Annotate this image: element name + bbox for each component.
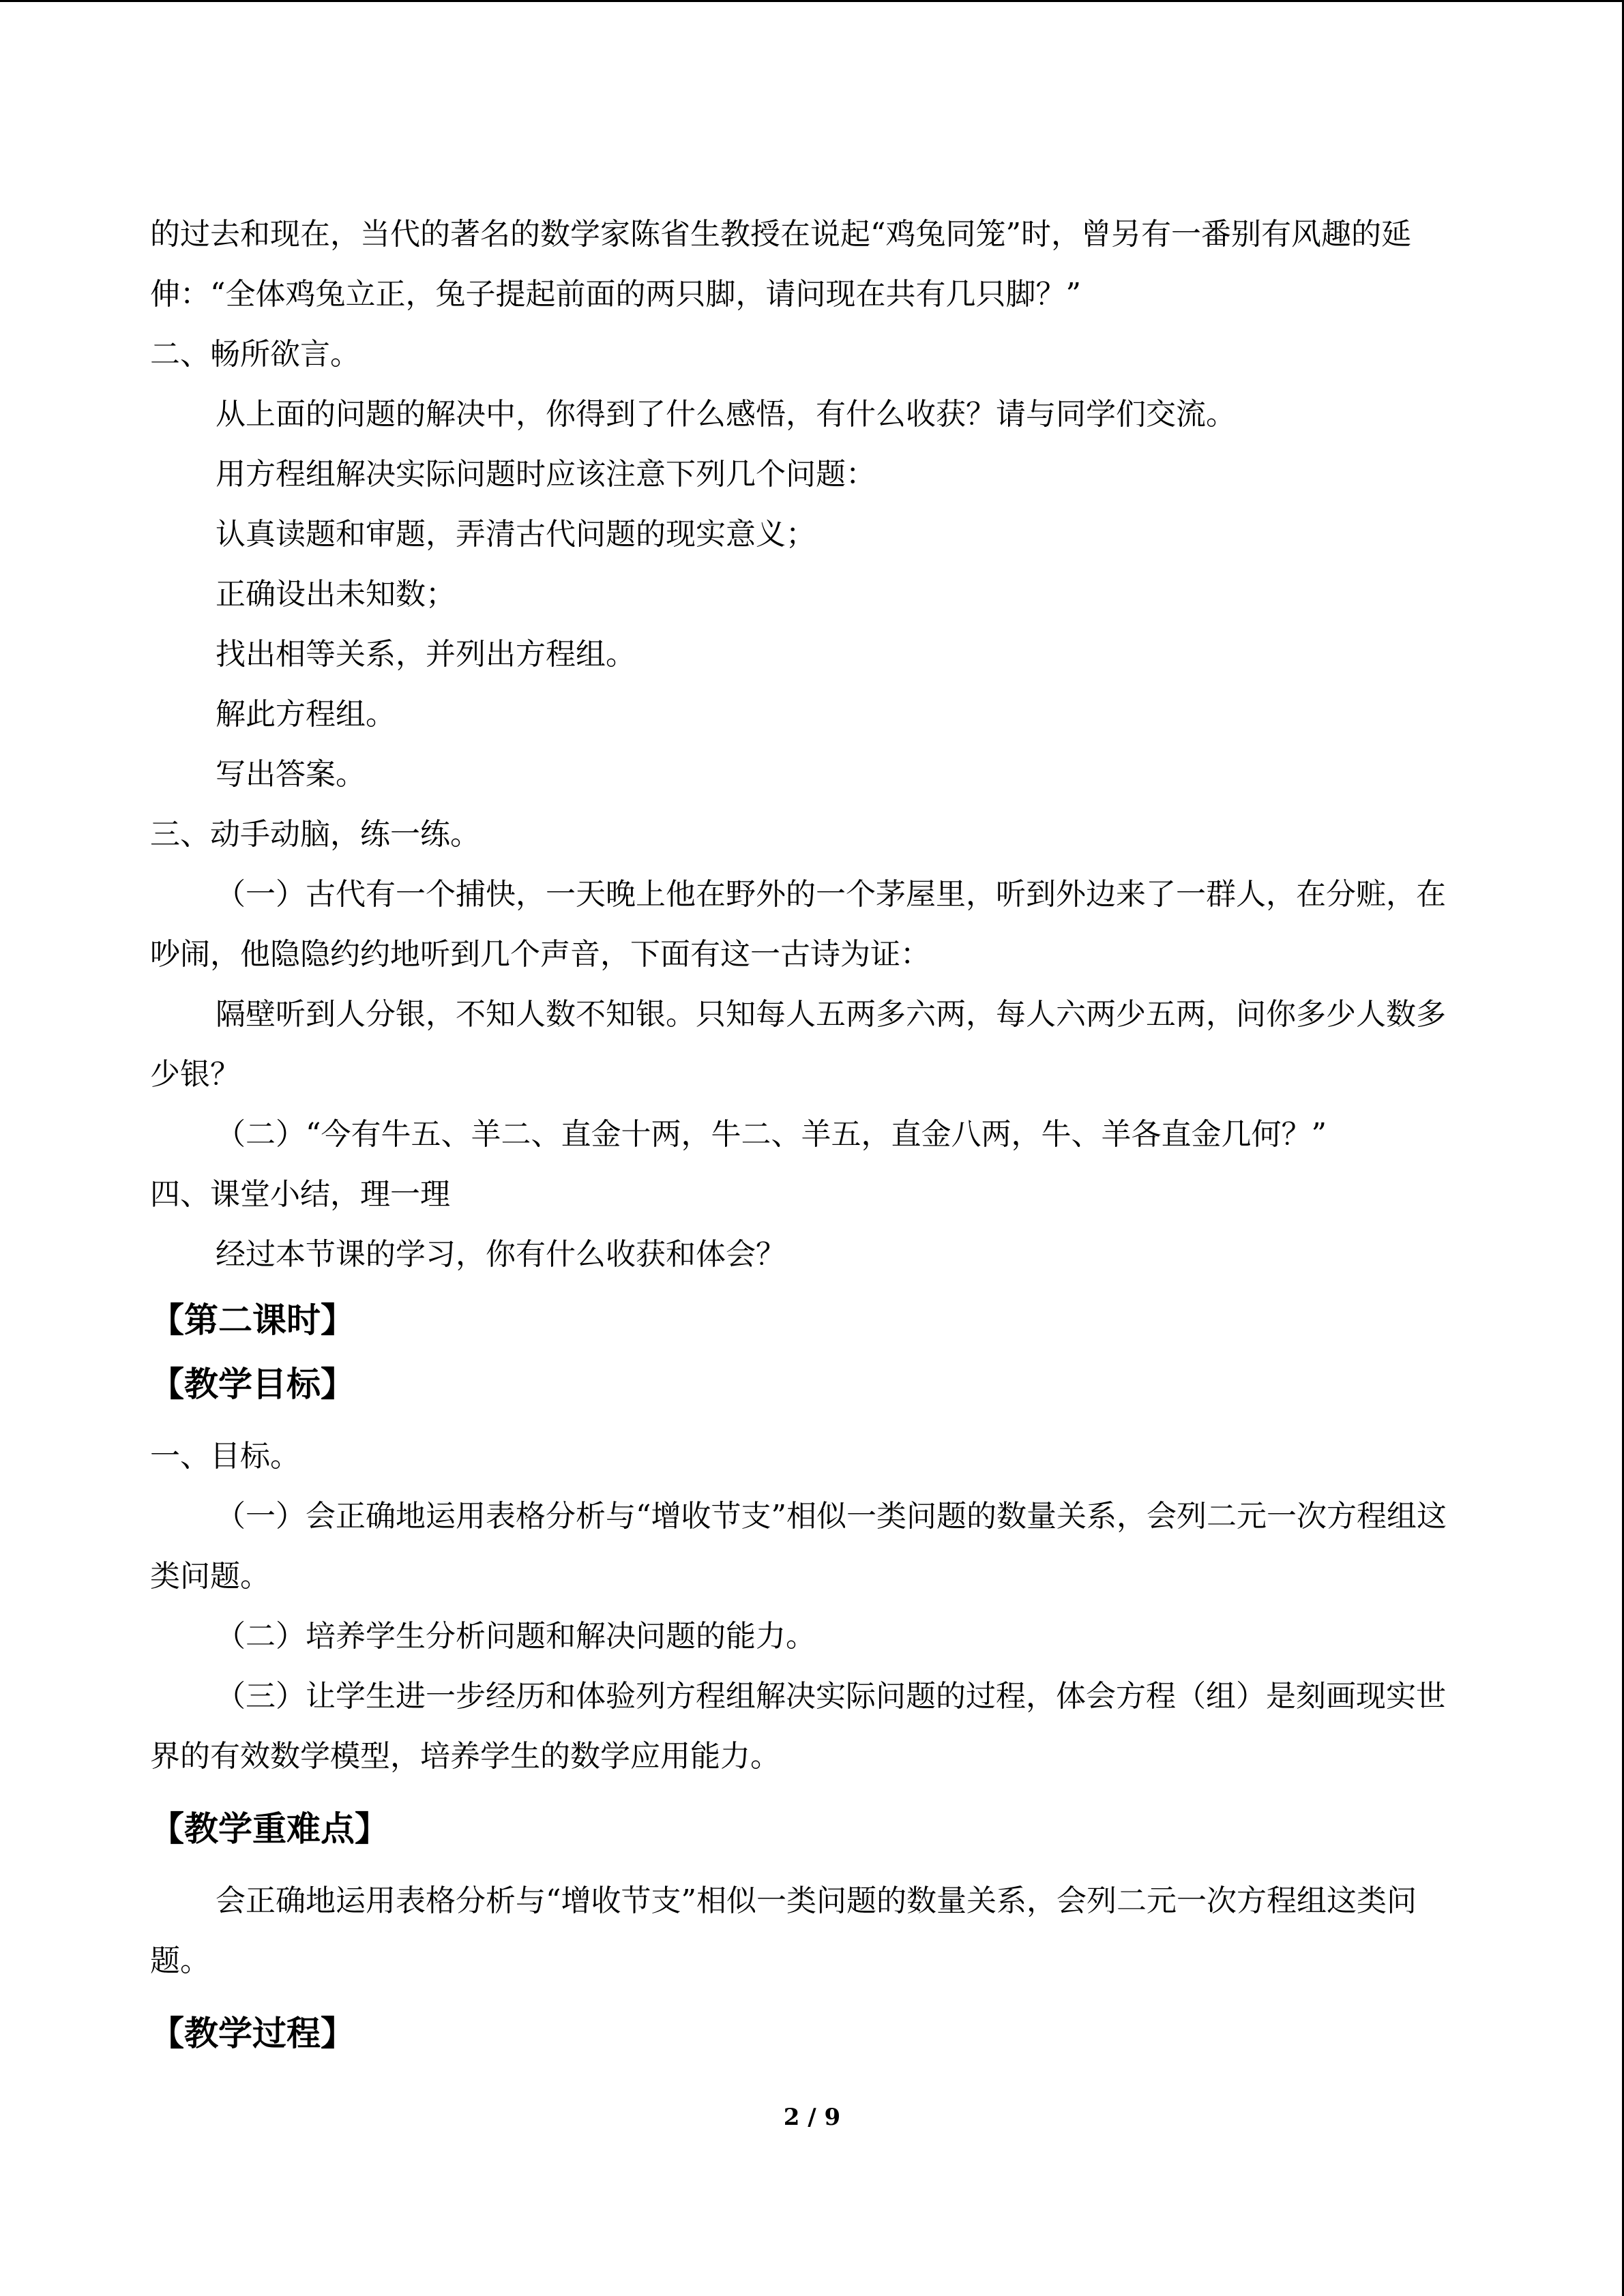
- heading-second-lesson: 【第二课时】: [150, 1300, 355, 1340]
- goal-item-2: （二）培养学生分析问题和解决问题的能力。: [216, 1619, 816, 1654]
- document-page: [150, 205, 1460, 2076]
- note-item-5: 写出答案。: [216, 757, 366, 792]
- goal-item-3: （三）让学生进一步经历和体验列方程组解决实际问题的过程，体会方程（组）是刻画现实世界的有效数学模型，培养学生的数学应用能力。: [150, 1679, 1446, 1774]
- summary-question: 经过本节课的学习，你有什么收获和体会？: [216, 1237, 786, 1272]
- section-2-title: 二、畅所欲言。: [150, 337, 360, 372]
- exercise-1: （一）古代有一个捕快，一天晚上他在野外的一个茅屋里，听到外边来了一群人，在分赃，在吵闹，他隐隐约约地听到几个声音，下面有这一古诗为证：: [150, 877, 1446, 972]
- note-item-4: 解此方程组。: [216, 697, 396, 732]
- section-4-title: 四、课堂小结，理一理: [150, 1177, 450, 1212]
- exercise-1-poem: 隔壁听到人分银，不知人数不知银。只知每人五两多六两，每人六两少五两，问你多少人数多少银？: [150, 997, 1446, 1092]
- exercise-2: （二）“今有牛五、羊二、直金十两，牛二、羊五，直金八两，牛、羊各直金几何？”: [216, 1117, 1327, 1152]
- key-points-text: 会正确地运用表格分析与“增收节支”相似一类问题的数量关系，会列二元一次方程组这类问题。: [150, 1883, 1417, 1978]
- note-item-3: 找出相等关系，并列出方程组。: [216, 637, 636, 672]
- note-item-2: 正确设出未知数；: [216, 577, 456, 612]
- page-number: 2 / 9: [783, 2104, 841, 2131]
- note-item-1: 认真读题和审题，弄清古代问题的现实意义；: [216, 517, 816, 552]
- paragraph-notes-intro: 用方程组解决实际问题时应该注意下列几个问题：: [216, 457, 876, 492]
- heading-teaching-goals: 【教学目标】: [150, 1365, 355, 1404]
- goal-item-1: （一）会正确地运用表格分析与“增收节支”相似一类问题的数量关系，会列二元一次方程组这类问题。: [150, 1499, 1447, 1594]
- heading-key-difficult-points: 【教学重难点】: [150, 1809, 389, 1849]
- section-3-title: 三、动手动脑，练一练。: [150, 817, 480, 852]
- heading-teaching-process: 【教学过程】: [150, 2014, 355, 2053]
- goals-title: 一、目标。: [150, 1439, 300, 1474]
- paragraph-reflection: 从上面的问题的解决中，你得到了什么感悟，有什么收获？请与同学们交流。: [216, 397, 1236, 432]
- top-border: [0, 0, 1624, 2]
- paragraph-chicken-rabbit: 的过去和现在，当代的著名的数学家陈省生教授在说起“鸡兔同笼”时，曾另有一番别有风趣的延伸：“全体鸡兔立正，兔子提起前面的两只脚，请问现在共有几只脚？”: [150, 217, 1411, 312]
